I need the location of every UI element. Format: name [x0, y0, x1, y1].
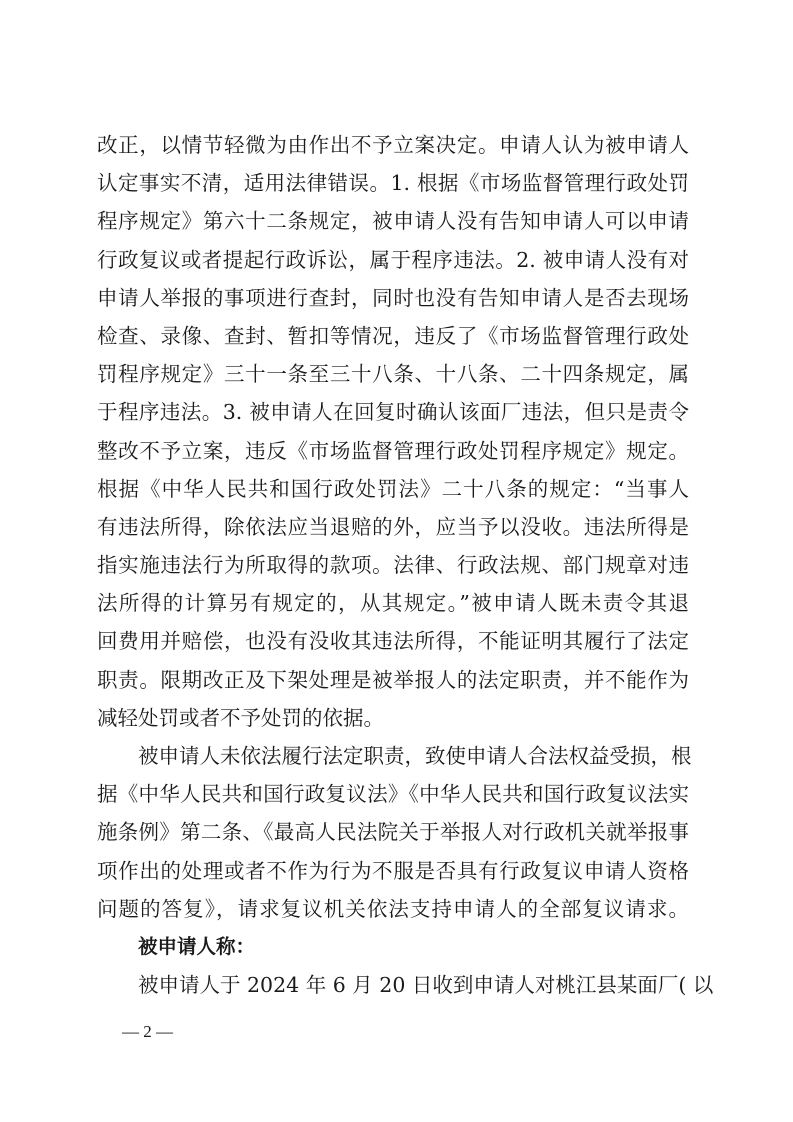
- text-line: 指实施违法行为所取得的款项。法律、行政法规、部门规章对违: [97, 553, 689, 578]
- text-line: 据《中华人民共和国行政复议法》《中华人民共和国行政复议法实: [97, 782, 689, 807]
- text-line: 申请人举报的事项进行查封，同时也没有告知申请人是否去现场: [97, 285, 689, 310]
- text-line: 于程序违法。3. 被申请人在回复时确认该面厂违法，但只是责令: [97, 400, 689, 425]
- text-line: 行政复议或者提起行政诉讼，属于程序违法。2. 被申请人没有对: [97, 247, 689, 272]
- text-line: 问题的答复》，请求复议机关依法支持申请人的全部复议请求。: [97, 896, 689, 921]
- text-line: 改正，以情节轻微为由作出不予立案决定。申请人认为被申请人: [97, 133, 689, 157]
- text-line: 职责。限期改正及下架处理是被举报人的法定职责，并不能作为: [97, 667, 689, 692]
- text-line: 减轻处罚或者不予处罚的依据。: [97, 705, 384, 730]
- text-line: 程序规定》第六十二条规定，被申请人没有告知申请人可以申请: [97, 209, 689, 234]
- text-line: 回费用并赔偿，也没有没收其违法所得，不能证明其履行了法定: [97, 629, 689, 654]
- text-line: 法所得的计算另有规定的，从其规定。”被申请人既未责令其退: [97, 591, 689, 616]
- text-line: 整改不予立案，违反《市场监督管理行政处罚程序规定》规定。: [97, 438, 689, 463]
- text-line: 检查、录像、查封、暂扣等情况，违反了《市场监督管理行政处: [97, 323, 689, 348]
- page-number: — 2 —: [122, 1022, 173, 1041]
- text-line: 施条例》第二条、《最高人民法院关于举报人对行政机关就举报事: [97, 820, 689, 845]
- paragraph-first-line: 被申请人未依法履行法定职责，致使申请人合法权益受损，根: [138, 744, 692, 768]
- paragraph-first-line: 被申请人于 2024 年 6 月 20 日收到申请人对桃江县某面厂( 以: [138, 973, 714, 998]
- text-line: 项作出的处理或者不作为行为不服是否具有行政复议申请人资格: [97, 858, 689, 883]
- text-line: 认定事实不清，适用法律错误。1. 根据《市场监督管理行政处罚: [97, 171, 689, 196]
- document-body: [97, 126, 714, 1004]
- text-line: 根据《中华人民共和国行政处罚法》二十八条的规定：“当事人: [97, 476, 689, 501]
- text-line: 有违法所得，除依法应当退赔的外，应当予以没收。违法所得是: [97, 514, 689, 539]
- text-line: 罚程序规定》三十一条至三十八条、十八条、二十四条规定，属: [97, 362, 689, 387]
- section-heading: 被申请人称：: [138, 934, 256, 958]
